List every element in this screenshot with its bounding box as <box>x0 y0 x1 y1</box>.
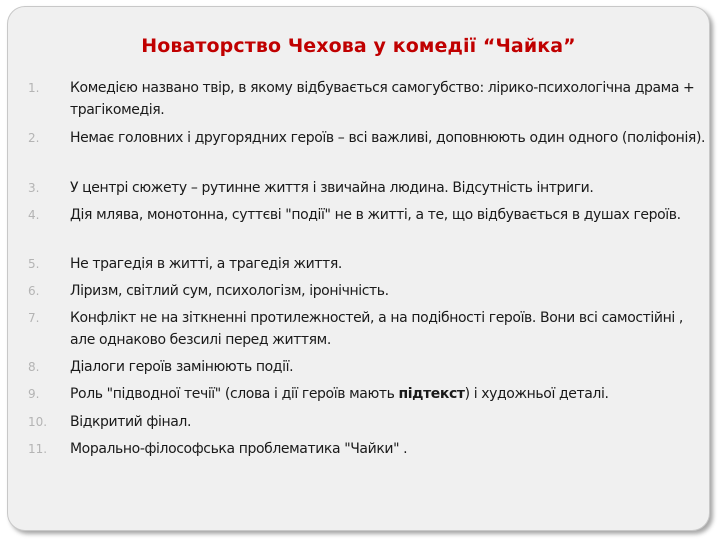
list-item-number: 5. <box>28 257 40 271</box>
list-item-text: Комедією названо твір, в якому відбувається самогубство: лірико-психологічна драма + трагікомедія. <box>70 80 695 118</box>
list-item-text: Відкритий фінал. <box>70 414 192 430</box>
list-item-text: Морально-філософська проблематика "Чайки" . <box>70 441 408 457</box>
list-item-number: 8. <box>28 360 40 374</box>
list-item-number: 4. <box>28 208 40 222</box>
slide-frame <box>7 6 710 531</box>
list-item-text-bold: підтекст <box>398 386 465 402</box>
list-item-number: 1. <box>28 81 40 95</box>
list-item-text-after: ) і художньої деталі. <box>464 386 609 402</box>
list-item-text: У центрі сюжету – рутинне життя і звичайна людина. Відсутність інтриги. <box>70 180 594 196</box>
list-item-number: 2. <box>28 131 40 145</box>
list-item-text: Діалоги героїв замінюють події. <box>70 359 294 375</box>
list-item-number: 10. <box>28 415 48 429</box>
list-item-number: 11. <box>28 442 48 456</box>
list-item-text <box>70 383 706 405</box>
list-item-text-before: Роль "підводної течії" (слова і дії героїв мають <box>70 386 399 402</box>
list-item-number: 6. <box>28 284 40 298</box>
slide-title: Новаторство Чехова у комедії “Чайка” <box>141 35 576 57</box>
list-item-text: Конфлікт не на зіткненні протилежностей, а на подібності героїв. Вони всі самостійні , але однаково безсилі перед життям. <box>70 310 683 348</box>
list-item-text: Дія млява, монотонна, суттєві "події" не в житті, а те, що відбувається в душах героїв. <box>70 207 681 223</box>
list-item-text: Не трагедія в житті, а трагедія життя. <box>70 256 342 272</box>
list-item-text: Немає головних і другорядних героїв – всі важливі, доповнюють один одного (поліфонія). <box>70 130 706 146</box>
list-item-number: 3. <box>28 181 40 195</box>
list-item-number: 9. <box>28 387 40 401</box>
list-item-number: 7. <box>28 311 40 325</box>
list-item-text: Ліризм, світлий сум, психологізм, іронічність. <box>70 283 389 299</box>
